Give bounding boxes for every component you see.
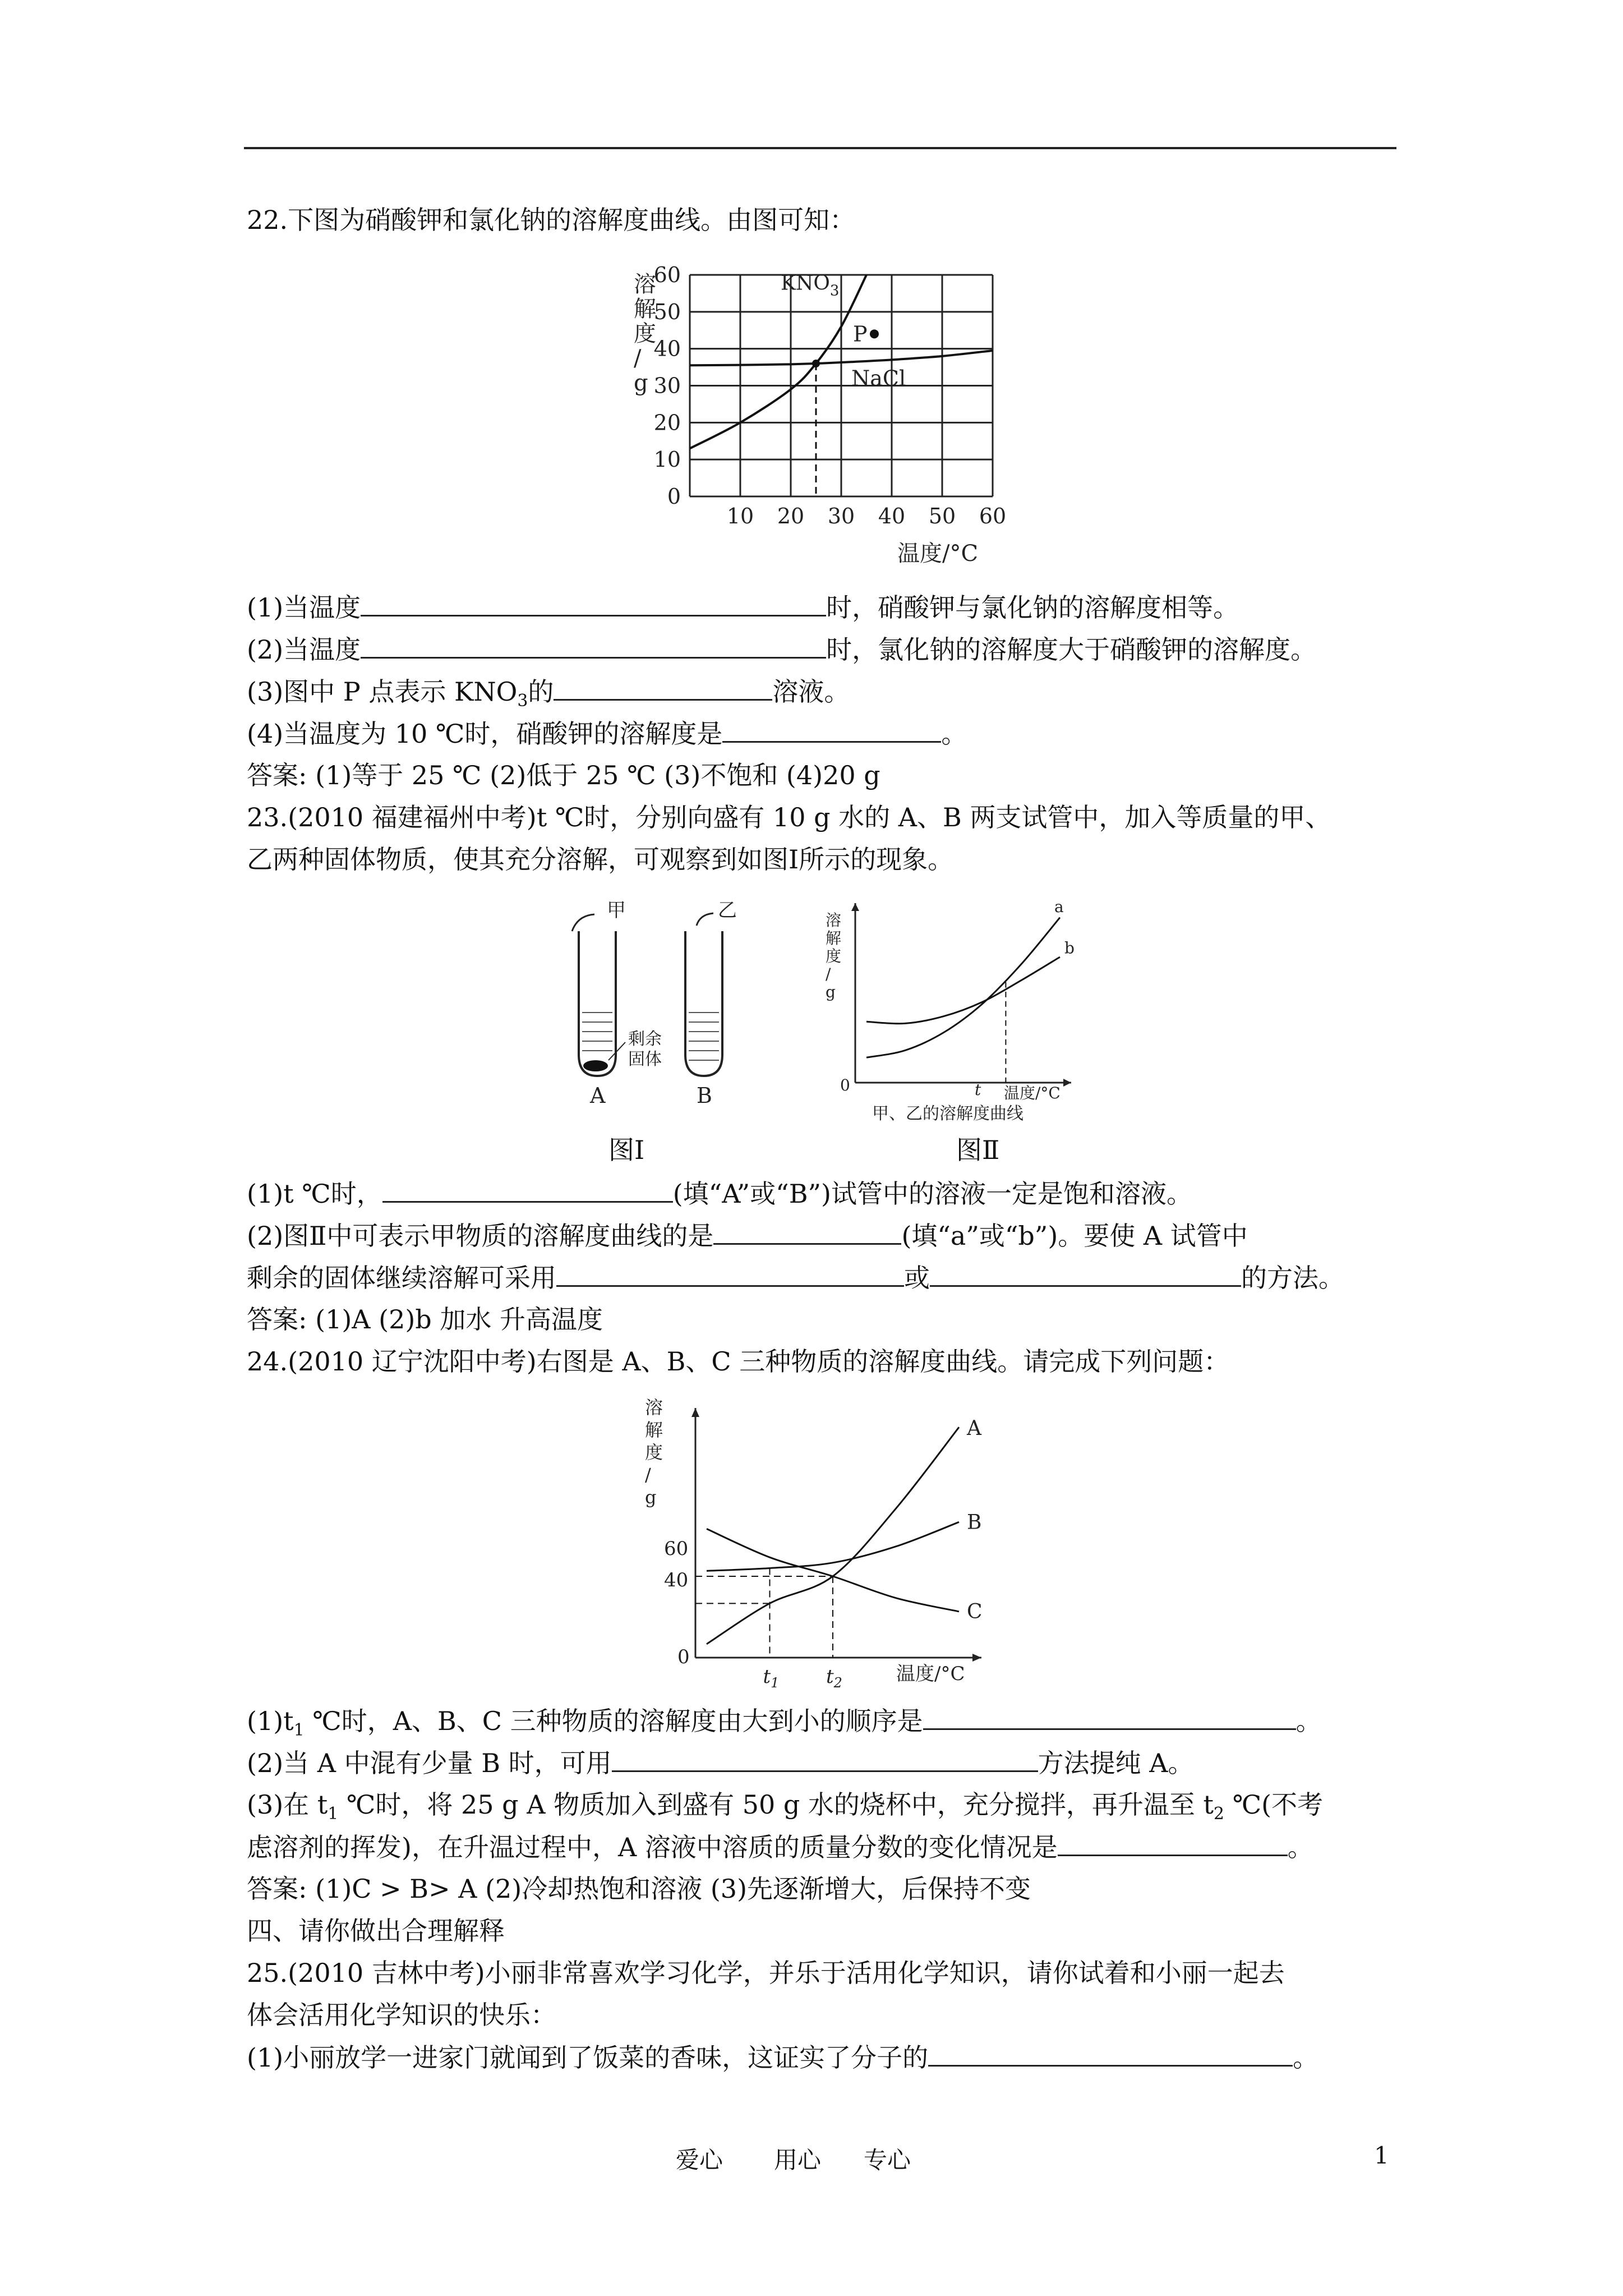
y-axis-label-char: 度: [645, 1442, 663, 1463]
t1-tick-label: $t_1$: [763, 1665, 780, 1688]
header-rule: [244, 147, 1396, 149]
q24-part2: (2)当 A 中混有少量 B 时，可用 方法提纯 A。: [247, 1746, 1194, 1780]
y-axis-label-char: /: [645, 1464, 651, 1485]
q22-part1: (1)当温度 时，硝酸钾与氯化钠的溶解度相等。: [247, 590, 1239, 624]
q22-part3: (3)图中 P 点表示 $KNO_3$的 溶液。: [247, 674, 850, 718]
x-tick-label: 30: [827, 504, 855, 528]
residue-solid: [583, 1060, 608, 1071]
t-tick-label: t: [975, 1080, 981, 1099]
t2-tick-label: $t_2$: [826, 1665, 842, 1688]
y-axis-label-char: 解: [634, 296, 656, 322]
y-axis-label-char: 度: [634, 321, 656, 347]
q23-part2-cont: 剩余的固体继续溶解可采用 或 的方法。: [247, 1260, 1344, 1295]
answer-blank[interactable]: [713, 1218, 901, 1245]
answer-blank[interactable]: [612, 1746, 1038, 1772]
footer-motto-3: 专心: [864, 2146, 911, 2174]
answer-blank[interactable]: [361, 590, 826, 616]
y-axis-label-char: 溶: [634, 272, 656, 297]
page-number: 1: [1374, 2142, 1389, 2169]
q24-answer: 答案: (1)C > B> A (2)冷却热饱和溶液 (3)先逐渐增大，后保持不变: [247, 1874, 1031, 1904]
series-line-b: [866, 957, 1060, 1024]
kno3-nacl-solubility-chart: [628, 258, 1009, 572]
x-tick-label: 10: [726, 504, 754, 528]
test-tubes-figure: [555, 898, 740, 1111]
q24-title: 24.(2010 辽宁沈阳中考)右图是 A、B、C 三种物质的溶解度曲线。请完成下列问题：: [247, 1346, 1230, 1377]
jia-yi-solubility-chart: [819, 892, 1077, 1128]
y-axis-label-char: /: [634, 346, 642, 371]
q22-part2: (2)当温度 时，氯化钠的溶解度大于硝酸钾的溶解度。: [247, 632, 1316, 666]
intersection-point: [812, 360, 820, 367]
point-p-marker: [870, 329, 879, 338]
y-tick-label: 60: [653, 263, 681, 287]
answer-blank[interactable]: [1058, 1830, 1288, 1856]
q24-part1: $(1)t_1$ ℃时，A、B、C 三种物质的溶解度由大到小的顺序是 。: [247, 1704, 1322, 1747]
curve-b-label: b: [1064, 938, 1075, 958]
figure-i-caption: 图Ⅰ: [608, 1135, 645, 1165]
q23-part2: (2)图Ⅱ中可表示甲物质的溶解度曲线的是 (填“a”或“b”)。要使 A 试管中: [247, 1218, 1248, 1253]
x-tick-label: 20: [777, 504, 805, 528]
answer-blank[interactable]: [556, 1260, 904, 1287]
answer-blank[interactable]: [923, 1704, 1296, 1730]
section-heading: 四、请你做出合理解释: [247, 1916, 505, 1946]
q23-answer: 答案: (1)A (2)b 加水 升高温度: [247, 1304, 603, 1335]
chart-caption: 甲、乙的溶解度曲线: [872, 1104, 1023, 1124]
y-tick-40: 40: [664, 1569, 689, 1591]
nacl-label: NaCl: [851, 366, 906, 391]
y-tick-label: 20: [653, 410, 681, 435]
y-tick-label: 50: [653, 299, 681, 324]
y-axis-label-char: /: [826, 965, 831, 983]
answer-blank[interactable]: [361, 632, 826, 659]
x-tick-label: 50: [928, 504, 956, 528]
curve-c-label: C: [967, 1600, 983, 1623]
y-axis-label-char: 溶: [826, 911, 842, 930]
x-axis-label: 温度/°C: [896, 1663, 965, 1685]
q25-title-line2: 体会活用化学知识的快乐：: [247, 2000, 556, 2030]
y-tick-label: 30: [653, 373, 681, 398]
tube-a-label: A: [590, 1083, 606, 1108]
curve-a-label: A: [967, 1417, 981, 1441]
x-axis-label: 温度/°C: [897, 541, 979, 567]
tube-a: [579, 931, 616, 1076]
abc-solubility-chart: [645, 1397, 993, 1688]
q25-part1: (1)小丽放学一进家门就闻到了饭菜的香味，这证实了分子的 。: [247, 2040, 1318, 2074]
kno3-label: $KNO_3$: [781, 272, 840, 300]
point-p-label: P: [853, 321, 868, 347]
figure-ii-caption: 图Ⅱ: [956, 1135, 1000, 1165]
y-axis-label-char: 解: [645, 1419, 663, 1441]
footer-motto-2: 用心: [774, 2146, 822, 2174]
answer-blank[interactable]: [382, 1176, 673, 1203]
y-tick-60: 60: [664, 1538, 689, 1560]
q24-part3-cont: 虑溶剂的挥发)，在升温过程中，A 溶液中溶质的质量分数的变化情况是 。: [247, 1830, 1313, 1864]
q24-part3: (3)在 $t_1$ ℃时，将 25 g A 物质加入到盛有 50 g 水的烧杯中，充分搅拌，再升温至 $t_2$ ℃(不考: [247, 1789, 1324, 1824]
origin-label: 0: [840, 1076, 850, 1094]
answer-blank[interactable]: [928, 2040, 1293, 2067]
y-tick-label: 40: [653, 336, 681, 361]
y-axis-label-char: g: [634, 370, 648, 396]
y-axis-label-char: 溶: [645, 1397, 663, 1418]
q25-title-line1: 25.(2010 吉林中考)小丽非常喜欢学习化学，并乐于活用化学知识，请你试着和小丽一起去: [247, 1958, 1285, 1988]
answer-blank[interactable]: [722, 716, 941, 743]
y-axis-label-char: g: [645, 1487, 657, 1508]
q23-title-line1: 23.(2010 福建福州中考)t ℃时，分别向盛有 10 g 水的 A、B 两支试管中，加入等质量的甲、: [247, 802, 1331, 832]
y-axis-label-char: g: [826, 983, 836, 1001]
tube-b: [685, 931, 722, 1076]
q23-title-line2: 乙两种固体物质，使其充分溶解，可观察到如图Ⅰ所示的现象。: [247, 844, 954, 875]
residue-label: 剩余: [628, 1029, 662, 1049]
tube-a-substance-label: 甲: [607, 899, 626, 922]
q23-part1: (1)t ℃时， (填“A”或“B”)试管中的溶液一定是饱和溶液。: [247, 1176, 1192, 1211]
x-tick-label: 60: [979, 504, 1007, 528]
tube-b-label: B: [697, 1083, 712, 1108]
origin-label: 0: [677, 1646, 690, 1668]
q22-title: 22.下图为硝酸钾和氯化钠的溶解度曲线。由图可知：: [247, 205, 856, 235]
y-tick-label: 10: [653, 447, 681, 472]
series-line-a: [866, 918, 1060, 1058]
x-axis-label: 温度/°C: [1004, 1084, 1061, 1102]
curve-a-label: a: [1054, 898, 1064, 916]
q22-answer: 答案: (1)等于 25 ℃ (2)低于 25 ℃ (3)不饱和 (4)20 g: [247, 760, 880, 790]
residue-label: 固体: [628, 1050, 662, 1069]
y-tick-label: 0: [667, 484, 681, 509]
q22-part4: (4)当温度为 10 ℃时，硝酸钾的溶解度是 。: [247, 716, 967, 751]
tube-b-substance-label: 乙: [718, 899, 737, 922]
answer-blank[interactable]: [930, 1260, 1241, 1287]
y-axis-label-char: 解: [826, 929, 842, 947]
footer-motto-1: 爱心: [676, 2146, 723, 2174]
y-axis-label-char: 度: [826, 947, 842, 965]
x-tick-label: 40: [878, 504, 906, 528]
curve-b-label: B: [967, 1511, 982, 1534]
answer-blank[interactable]: [554, 674, 772, 701]
